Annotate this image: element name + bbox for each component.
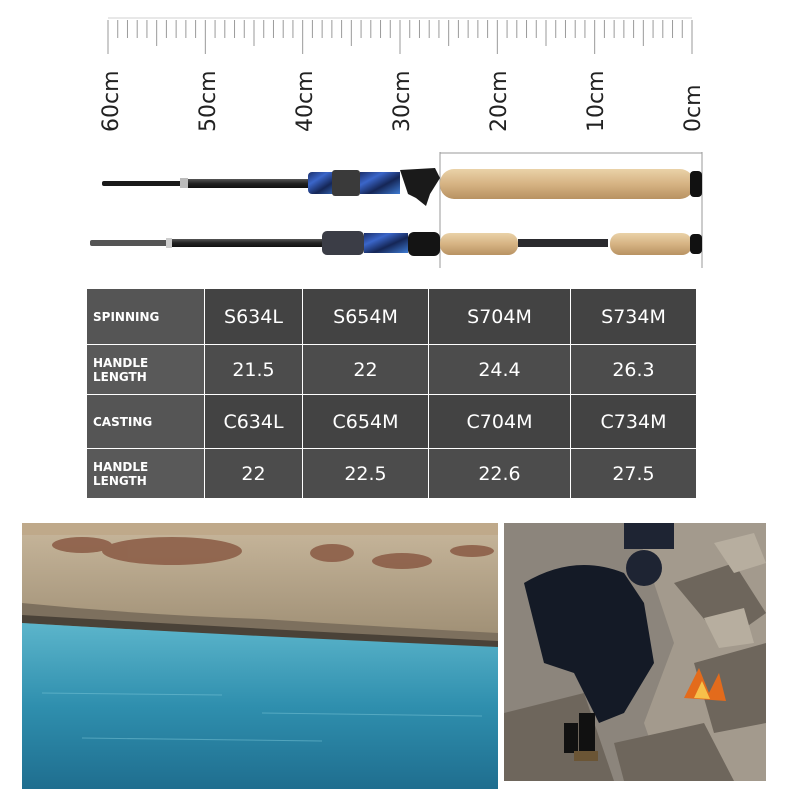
table-cell: S704M xyxy=(429,289,571,345)
ruler-ticks xyxy=(108,20,692,54)
table-cell: S634L xyxy=(205,289,303,345)
ruler-label-50cm: 50cm xyxy=(196,70,221,132)
table-cell: 21.5 xyxy=(205,345,303,395)
table-cell: 22 xyxy=(205,449,303,499)
table-cell: C634L xyxy=(205,395,303,449)
row-label: HANDLE LENGTH xyxy=(87,345,205,395)
spec-table xyxy=(86,288,697,499)
lake-photo xyxy=(22,523,498,789)
campfire-photo xyxy=(504,523,766,781)
table-cell: C654M xyxy=(303,395,429,449)
table-cell: S654M xyxy=(303,289,429,345)
table-cell: 22.6 xyxy=(429,449,571,499)
ruler-label-0cm: 0cm xyxy=(681,84,706,132)
table-cell: 22.5 xyxy=(303,449,429,499)
table-cell: 27.5 xyxy=(571,449,697,499)
table-row-spinning xyxy=(87,289,697,345)
table-row-casting-handle-length xyxy=(87,449,697,499)
ruler-graphic xyxy=(99,14,706,154)
table-cell: C734M xyxy=(571,395,697,449)
ruler-label-20cm: 20cm xyxy=(487,70,512,132)
ruler-label-10cm: 10cm xyxy=(584,70,609,132)
row-label: HANDLE LENGTH xyxy=(87,449,205,499)
table-cell: C704M xyxy=(429,395,571,449)
row-label: CASTING xyxy=(87,395,205,449)
table-cell: 26.3 xyxy=(571,345,697,395)
table-cell: S734M xyxy=(571,289,697,345)
ruler-scale xyxy=(99,14,706,154)
rod-illustration xyxy=(90,150,710,270)
spinning-rod xyxy=(90,231,702,256)
table-row-casting xyxy=(87,395,697,449)
row-label: SPINNING xyxy=(87,289,205,345)
table-cell: 22 xyxy=(303,345,429,395)
ruler-label-40cm: 40cm xyxy=(293,70,318,132)
ruler-label-30cm: 30cm xyxy=(390,70,415,132)
ruler-label-60cm: 60cm xyxy=(99,70,124,132)
table-row-spinning-handle-length xyxy=(87,345,697,395)
table-cell: 24.4 xyxy=(429,345,571,395)
casting-rod xyxy=(102,168,702,206)
